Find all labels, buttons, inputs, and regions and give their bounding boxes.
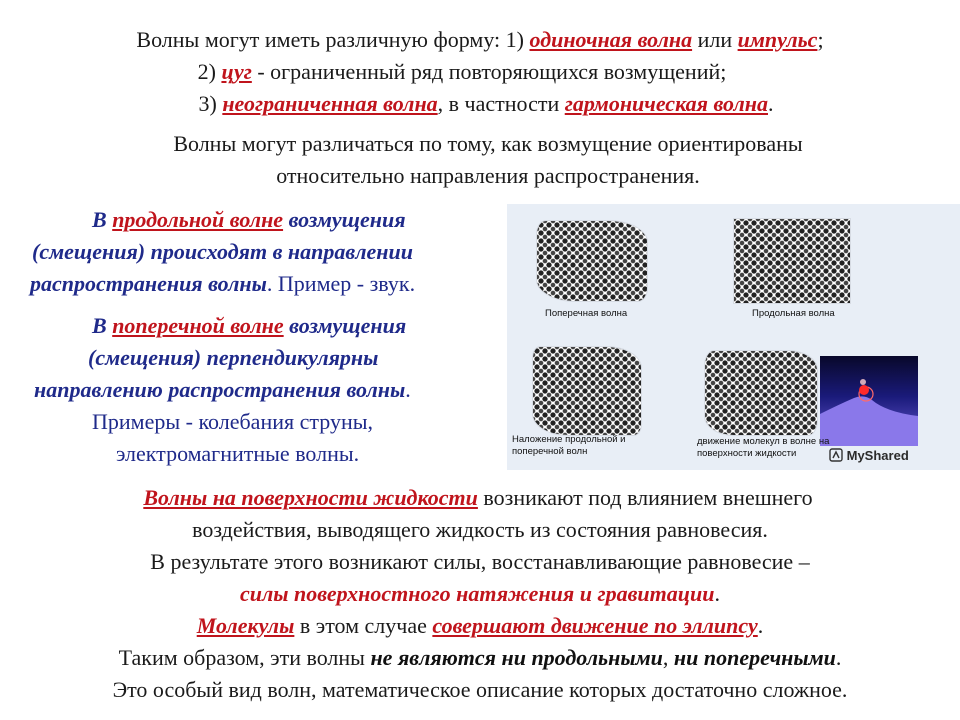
- term-elliptic-motion: совершают движение по эллипсу: [432, 613, 758, 638]
- term-unbounded-wave: неограниченная волна: [222, 91, 438, 116]
- caption-surface-1: движение молекул в волне на: [697, 436, 830, 447]
- term-pulse: импульс: [737, 27, 818, 52]
- surface-line-1: [0, 484, 958, 512]
- logo-icon: [829, 448, 843, 462]
- wave-illustration-panel: [507, 204, 960, 470]
- transverse-line-5: электромагнитные волны.: [116, 441, 360, 466]
- caption-combined-2: поперечной волн: [512, 446, 588, 457]
- longitudinal-line-2: (смещения) происходят в направлении: [32, 239, 413, 264]
- text: . Пример - звук.: [266, 271, 416, 296]
- surface-wave-diagram: [820, 356, 918, 446]
- watermark-logo: [829, 448, 909, 463]
- intro-line-1: [0, 26, 960, 54]
- surface-line-5: [0, 612, 960, 640]
- term-not-transverse: ни поперечными: [673, 645, 836, 670]
- caption-surface-2: поверхности жидкости: [697, 448, 797, 459]
- intro-text: 3): [198, 91, 223, 116]
- caption-longitudinal: Продольная волна: [752, 308, 835, 319]
- longitudinal-line-3: [30, 268, 415, 299]
- orient-line-1: Волны могут различаться по тому, как возмущение ориентированы: [173, 131, 803, 156]
- intro-text: - ограниченный ряд повторяющихся возмущений;: [251, 59, 727, 84]
- text: направлению распространения волны: [34, 377, 406, 402]
- term-harmonic-wave: гармоническая волна: [564, 91, 768, 116]
- orient-line-2: относительно направления распространения.: [276, 163, 700, 188]
- caption-transverse: Поперечная волна: [545, 308, 628, 319]
- term-longitudinal-wave: продольной волне: [112, 207, 284, 232]
- intro-text: или: [692, 27, 738, 52]
- text: В: [92, 313, 113, 338]
- watermark-text: MyShared: [846, 448, 909, 463]
- term-surface-forces: силы поверхностного натяжения и гравитации: [240, 581, 715, 606]
- longitudinal-wave-image: [733, 218, 851, 304]
- intro-text: Волны могут иметь различную форму: 1): [136, 27, 530, 52]
- transverse-line-4: Примеры - колебания струны,: [92, 409, 374, 434]
- text: возмущения: [283, 313, 407, 338]
- text: В: [92, 207, 113, 232]
- term-train: цуг: [221, 59, 252, 84]
- caption-combined-1: Наложение продольной и: [512, 434, 626, 445]
- longitudinal-line-1: [92, 204, 406, 235]
- surface-line-6: [0, 644, 960, 672]
- text: возмущения: [283, 207, 406, 232]
- intro-text: , в частности: [437, 91, 565, 116]
- surface-line-7: Это особый вид волн, математическое описание которых достаточно сложное.: [112, 677, 848, 702]
- text: .: [714, 581, 720, 606]
- text: .: [757, 613, 764, 638]
- combined-wave-image: [532, 346, 642, 436]
- transverse-line-3: [34, 374, 411, 405]
- text: ,: [662, 645, 674, 670]
- intro-line-3: [6, 90, 960, 118]
- term-not-longitudinal: не являются ни продольными: [370, 645, 663, 670]
- intro-text: ;: [817, 27, 824, 52]
- text: распространения волны: [30, 271, 267, 296]
- surface-molecule-image: [820, 356, 918, 446]
- term-surface-waves: Волны на поверхности жидкости: [143, 485, 478, 510]
- text: .: [835, 645, 842, 670]
- transverse-line-2: (смещения) перпендикулярны: [88, 345, 379, 370]
- text: в этом случае: [294, 613, 433, 638]
- transverse-wave-image: [536, 220, 648, 302]
- intro-text: .: [768, 91, 774, 116]
- surface-line-2: воздействия, выводящего жидкость из состояния равновесия.: [192, 517, 768, 542]
- text: Таким образом, эти волны: [118, 645, 371, 670]
- transverse-line-1: [92, 310, 406, 341]
- surface-line-3: В результате этого возникают силы, восстанавливающие равновесие –: [150, 549, 810, 574]
- term-transverse-wave: поперечной волне: [112, 313, 284, 338]
- text: .: [405, 377, 411, 402]
- surface-wave-image: [704, 350, 818, 436]
- surface-line-4: [0, 580, 960, 608]
- intro-line-2: [0, 58, 942, 86]
- text: возникают под влиянием внешнего: [477, 485, 813, 510]
- intro-text: 2): [197, 59, 222, 84]
- term-single-wave: одиночная волна: [529, 27, 693, 52]
- term-molecules: Молекулы: [196, 613, 295, 638]
